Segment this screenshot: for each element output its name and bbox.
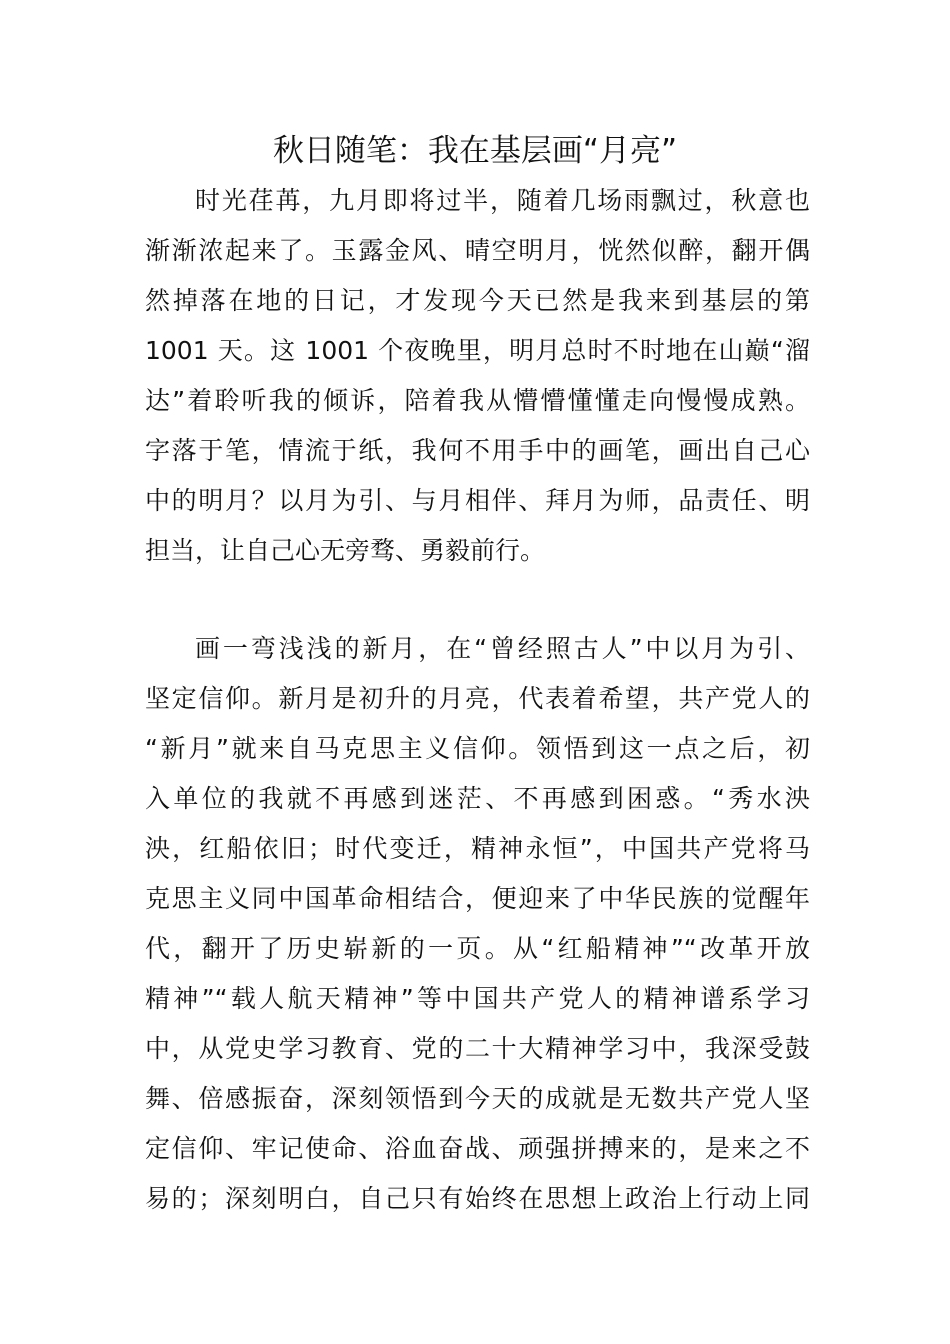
paragraph-line: 中的明月？以月为引、与月相伴、拜月为师，品责任、明 — [145, 486, 810, 515]
paragraph-line: 入单位的我就不再感到迷茫、不再感到困惑。“秀水泱 — [145, 784, 810, 813]
paragraph-line: 字落于笔，情流于纸，我何不用手中的画笔，画出自己心 — [145, 436, 810, 465]
paragraph-line: 泱，红船依旧；时代变迁，精神永恒”，中国共产党将马 — [145, 834, 810, 863]
paragraph-line: 坚定信仰。新月是初升的月亮，代表着希望，共产党人的 — [145, 684, 810, 713]
document-title: 秋日随笔：我在基层画“月亮” — [272, 133, 678, 169]
paragraph-line: “新月”就来自马克思主义信仰。领悟到这一点之后，初 — [145, 734, 810, 763]
paragraph-line: 代，翻开了历史崭新的一页。从“红船精神”“改革开放 — [145, 934, 810, 963]
paragraph-line: 1001 天。这 1001 个夜晚里，明月总时不时地在山巅“溜 — [145, 336, 810, 365]
paragraph-2 — [145, 624, 810, 1224]
paragraph-line: 达”着聆听我的倾诉，陪着我从懵懵懂懂走向慢慢成熟。 — [145, 386, 810, 415]
paragraph-line: 舞、倍感振奋，深刻领悟到今天的成就是无数共产党人坚 — [145, 1084, 810, 1113]
paragraph-line: 时光荏苒，九月即将过半，随着几场雨飘过，秋意也 — [195, 186, 810, 215]
paragraph-line: 渐渐浓起来了。玉露金风、晴空明月，恍然似醉，翻开偶 — [145, 236, 810, 265]
paragraph-line: 然掉落在地的日记，才发现今天已然是我来到基层的第 — [145, 286, 810, 315]
paragraph-line: 易的；深刻明白，自己只有始终在思想上政治上行动上同 — [145, 1184, 810, 1213]
paragraph-line: 精神”“载人航天精神”等中国共产党人的精神谱系学习 — [145, 984, 810, 1013]
paragraph-line: 克思主义同中国革命相结合，便迎来了中华民族的觉醒年 — [145, 884, 810, 913]
paragraph-line: 中，从党史学习教育、党的二十大精神学习中，我深受鼓 — [145, 1034, 810, 1063]
paragraph-line: 画一弯浅浅的新月，在“曾经照古人”中以月为引、 — [195, 634, 810, 663]
paragraph-1 — [145, 176, 810, 576]
paragraph-line: 担当，让自己心无旁骛、勇毅前行。 — [145, 536, 546, 565]
paragraph-line: 定信仰、牢记使命、浴血奋战、顽强拼搏来的，是来之不 — [145, 1134, 810, 1163]
